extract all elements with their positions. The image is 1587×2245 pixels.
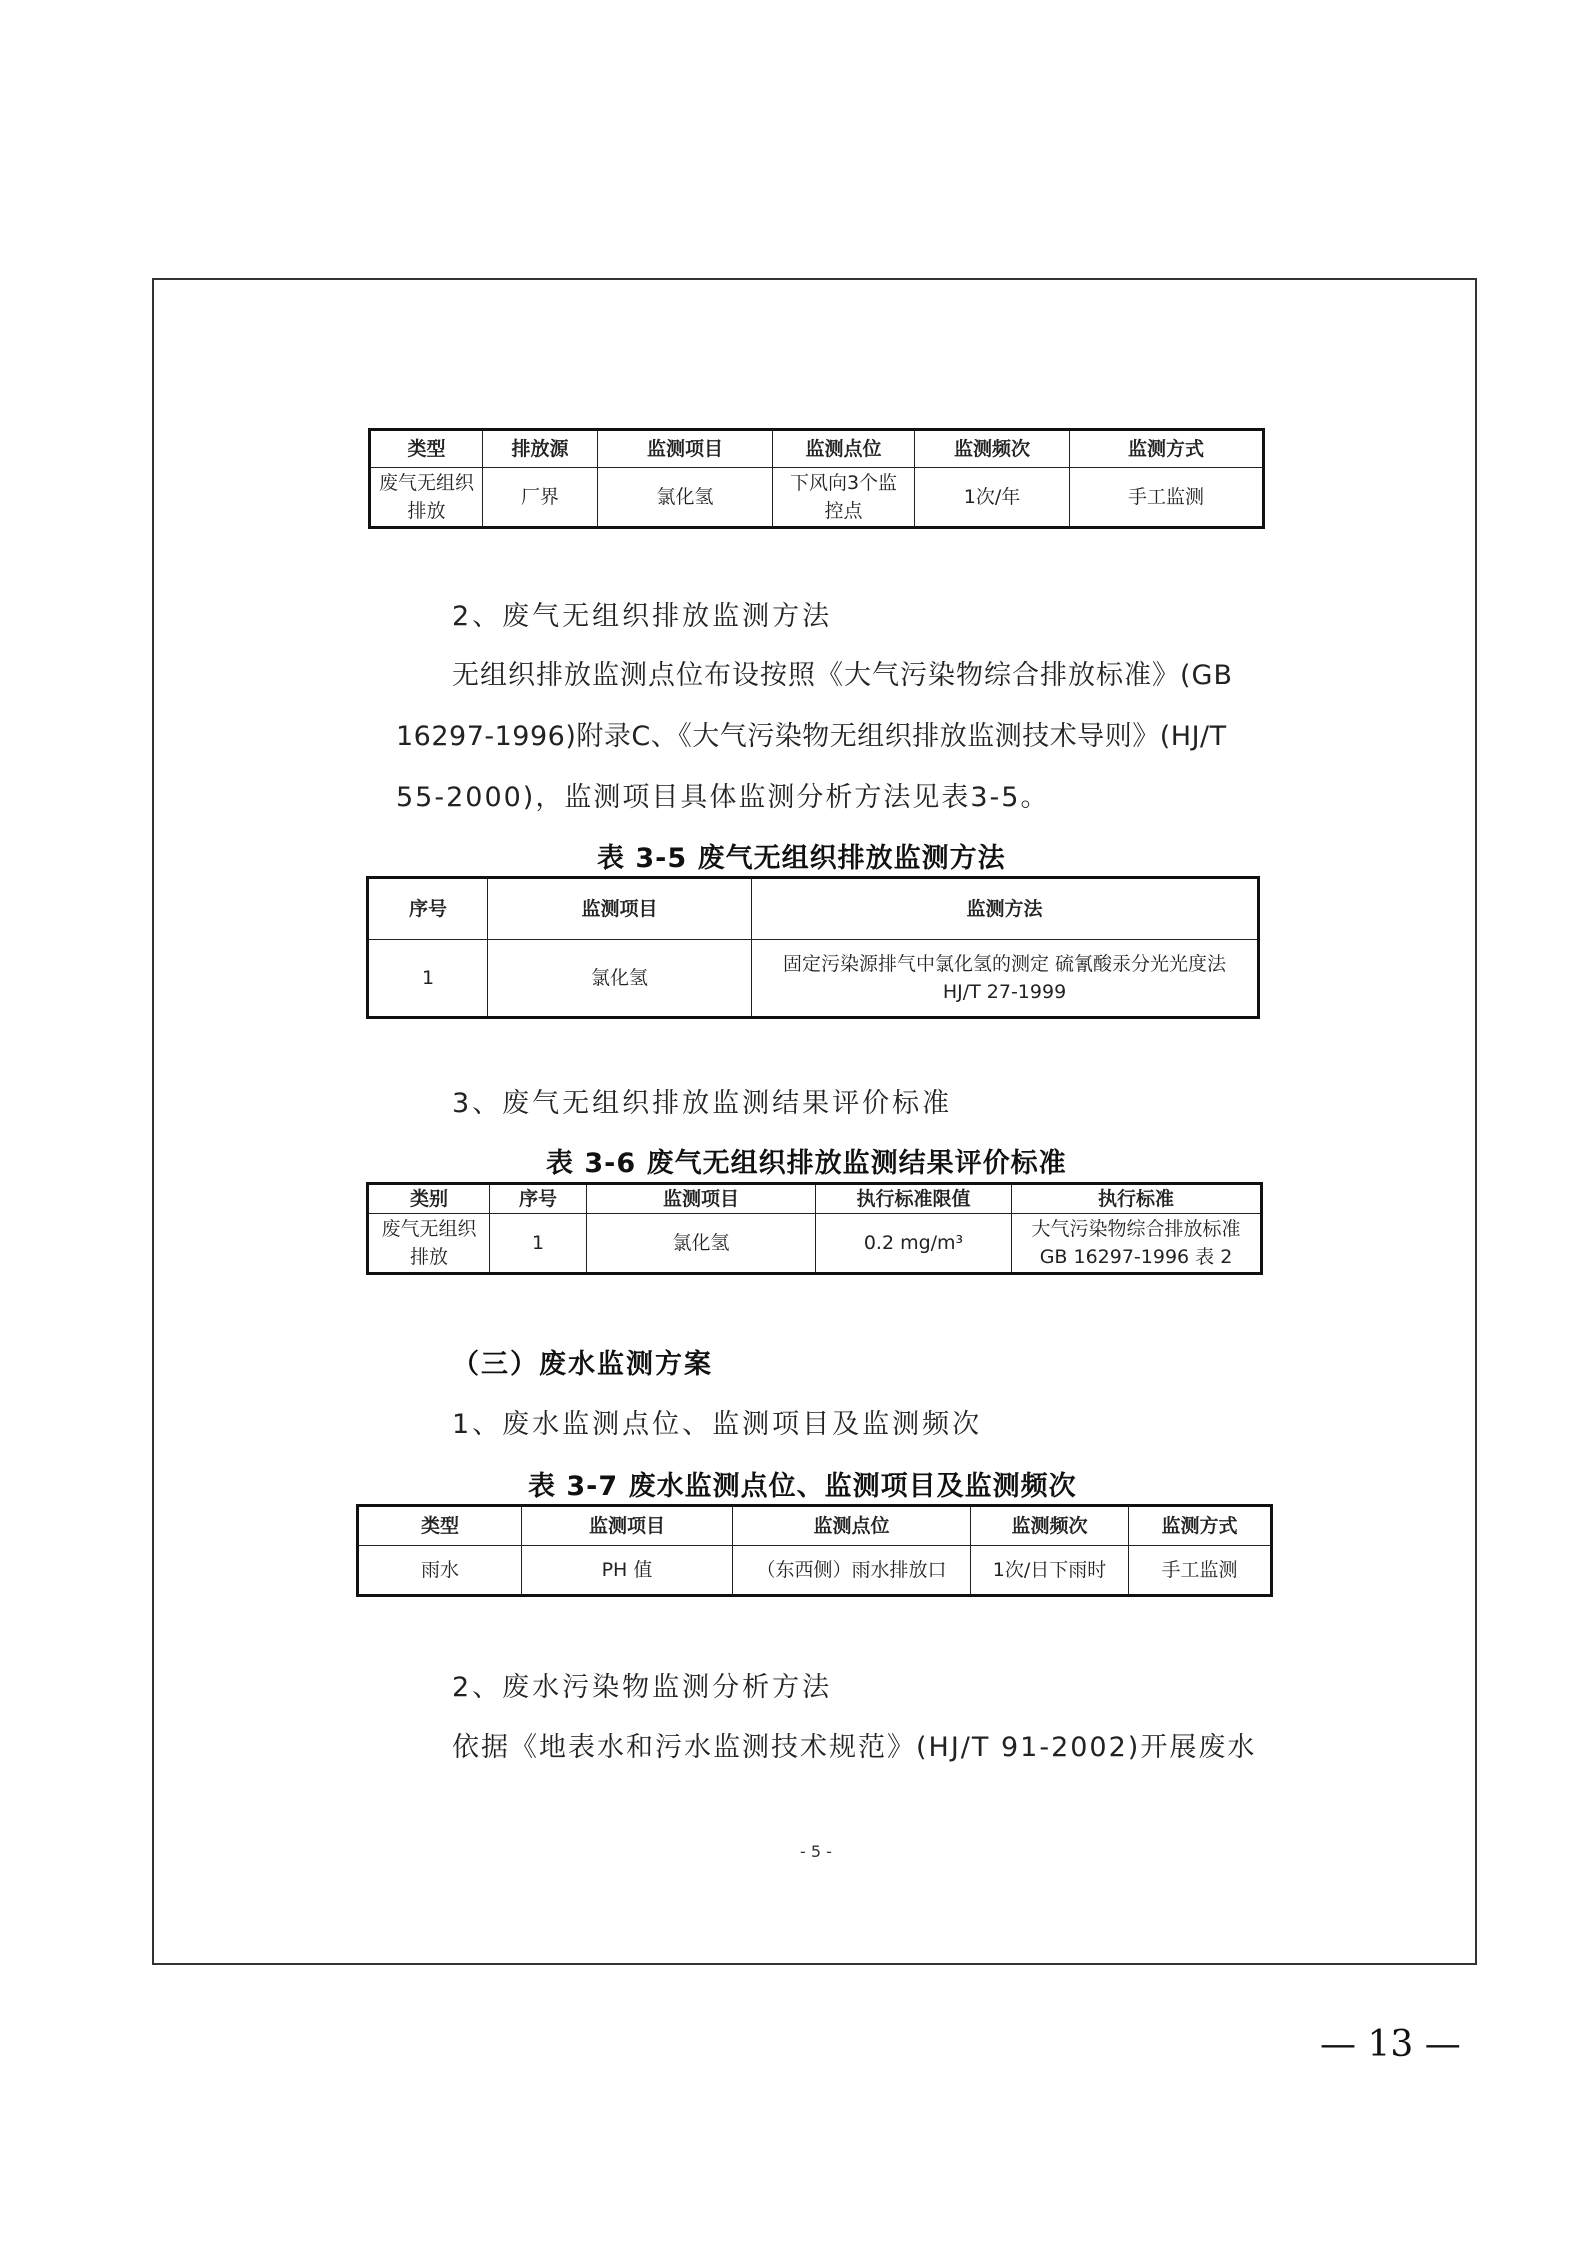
table-header-row (368, 878, 1259, 940)
header-item: 监测项目 (488, 878, 752, 940)
header-method: 监测方式 (1129, 1506, 1272, 1546)
header-method: 监测方法 (752, 878, 1259, 940)
table-3-5 (366, 876, 1260, 1019)
cell-item: PH 值 (522, 1546, 733, 1596)
cell-item: 氯化氢 (598, 468, 773, 528)
header-method: 监测方式 (1070, 430, 1264, 468)
cell-method: 手工监测 (1129, 1546, 1272, 1596)
document-frame (152, 278, 1477, 1965)
header-item: 监测项目 (587, 1184, 816, 1214)
table-header-row (368, 1184, 1262, 1214)
section-heading-wastewater: （三）废水监测方案 (452, 1349, 713, 1380)
paragraph-line: 16297-1996)附录C、《大气污染物无组织排放监测技术导则》(HJ/T (396, 721, 1227, 752)
header-limit: 执行标准限值 (816, 1184, 1012, 1214)
cell-source: 厂界 (483, 468, 598, 528)
header-item: 监测项目 (522, 1506, 733, 1546)
inner-page-number: - 5 - (800, 1842, 832, 1861)
table-3-7 (356, 1504, 1273, 1597)
cell-method: 固定污染源排气中氯化氢的测定 硫氰酸汞分光光度法 HJ/T 27-1999 (752, 940, 1259, 1018)
outer-page-number: — 13 — (1320, 2024, 1461, 2065)
header-frequency: 监测频次 (915, 430, 1070, 468)
table-caption: 表 3-6 废气无组织排放监测结果评价标准 (546, 1148, 1067, 1179)
header-point: 监测点位 (773, 430, 915, 468)
paragraph-line: 无组织排放监测点位布设按照《大气污染物综合排放标准》(GB (452, 660, 1233, 691)
table-caption: 表 3-7 废水监测点位、监测项目及监测频次 (528, 1471, 1077, 1502)
table-row (370, 468, 1264, 528)
cell-type: 雨水 (358, 1546, 522, 1596)
cell-method: 手工监测 (1070, 468, 1264, 528)
table-row (358, 1546, 1272, 1596)
cell-point: 下风向3个监控点 (773, 468, 915, 528)
cell-point: （东西侧）雨水排放口 (733, 1546, 971, 1596)
section-heading-method: 2、废气无组织排放监测方法 (452, 601, 833, 632)
table-header-row (370, 430, 1264, 468)
header-frequency: 监测频次 (971, 1506, 1129, 1546)
table-header-row (358, 1506, 1272, 1546)
header-standard: 执行标准 (1012, 1184, 1262, 1214)
section-heading-standard: 3、废气无组织排放监测结果评价标准 (452, 1088, 953, 1119)
cell-item: 氯化氢 (587, 1214, 816, 1274)
header-item: 监测项目 (598, 430, 773, 468)
table-3-6 (366, 1182, 1263, 1275)
cell-category: 废气无组织排放 (368, 1214, 490, 1274)
table-3-4 (368, 428, 1265, 529)
cell-frequency: 1次/日下雨时 (971, 1546, 1129, 1596)
header-type: 类型 (358, 1506, 522, 1546)
subsection-heading: 2、废水污染物监测分析方法 (452, 1672, 833, 1703)
paragraph-line: 依据《地表水和污水监测技术规范》(HJ/T 91-2002)开展废水 (452, 1732, 1257, 1763)
header-category: 类别 (368, 1184, 490, 1214)
cell-type: 废气无组织排放 (370, 468, 483, 528)
header-type: 类型 (370, 430, 483, 468)
cell-standard: 大气污染物综合排放标准 GB 16297-1996 表 2 (1012, 1214, 1262, 1274)
header-source: 排放源 (483, 430, 598, 468)
table-row (368, 1214, 1262, 1274)
cell-item: 氯化氢 (488, 940, 752, 1018)
cell-limit: 0.2 mg/m³ (816, 1214, 1012, 1274)
table-row (368, 940, 1259, 1018)
subsection-heading: 1、废水监测点位、监测项目及监测频次 (452, 1409, 983, 1440)
header-seq: 序号 (490, 1184, 587, 1214)
header-seq: 序号 (368, 878, 488, 940)
paragraph-line: 55-2000)，监测项目具体监测分析方法见表3-5。 (396, 782, 1050, 813)
cell-frequency: 1次/年 (915, 468, 1070, 528)
header-point: 监测点位 (733, 1506, 971, 1546)
table-caption: 表 3-5 废气无组织排放监测方法 (597, 843, 1006, 874)
cell-seq: 1 (368, 940, 488, 1018)
cell-seq: 1 (490, 1214, 587, 1274)
